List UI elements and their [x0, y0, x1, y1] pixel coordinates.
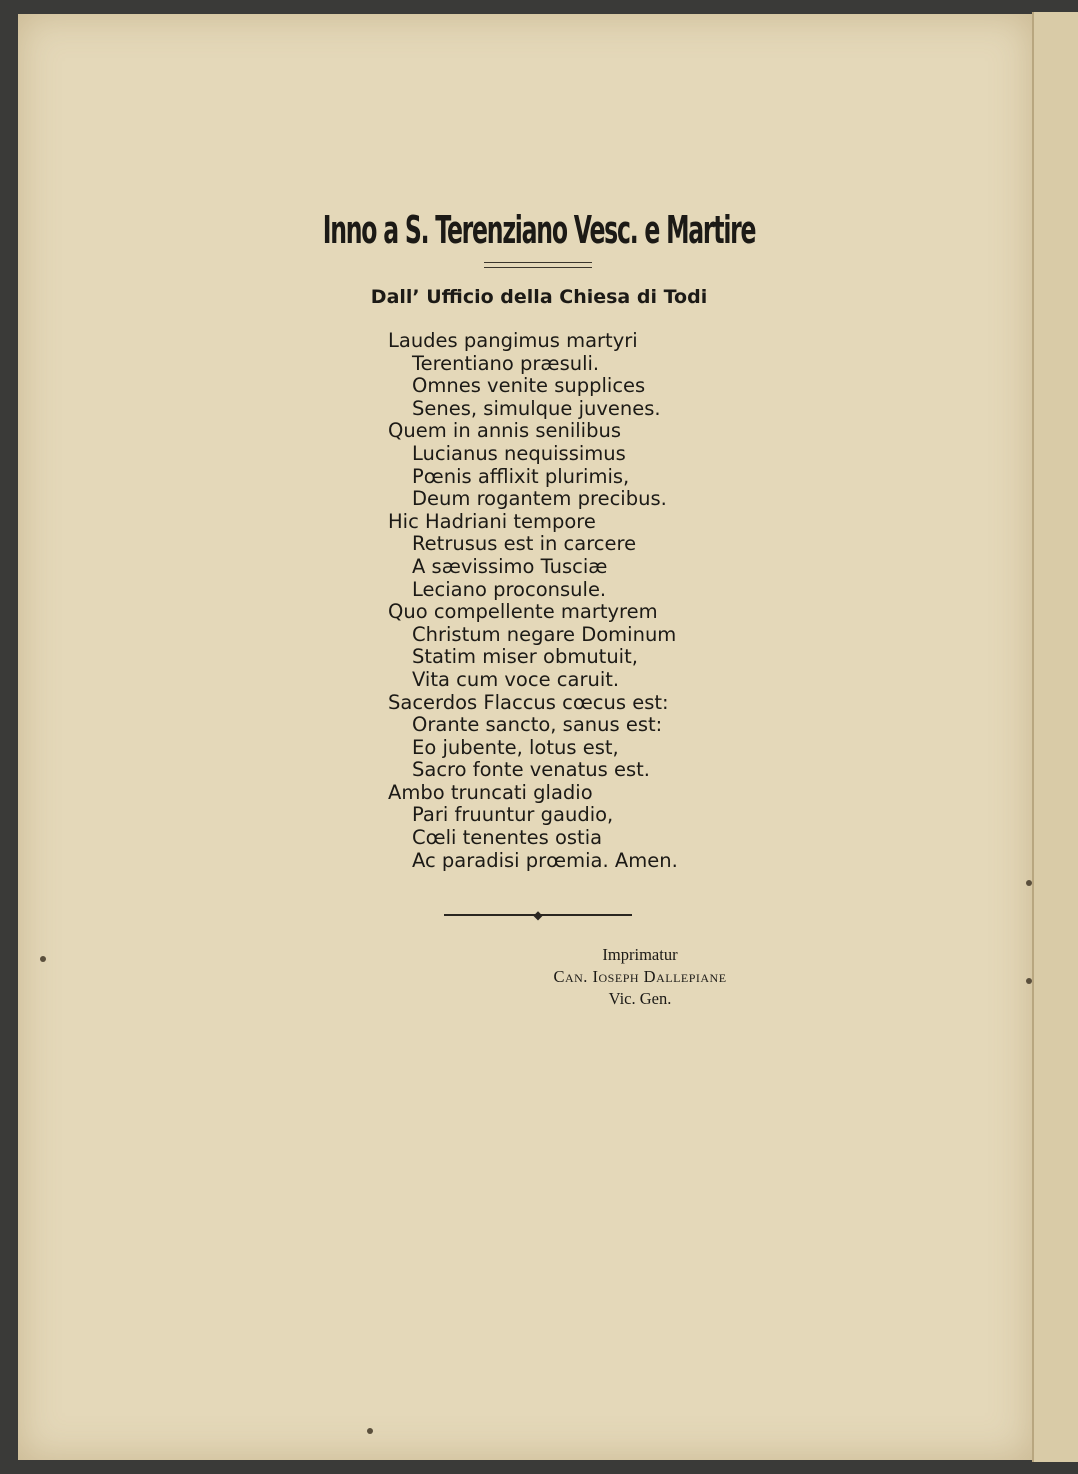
facing-page-edge: [1032, 12, 1078, 1462]
verse-line: A sævissimo Tusciæ: [412, 554, 608, 578]
verse-line: Laudes pangimus martyri: [388, 329, 638, 352]
paper-speck: [367, 1428, 373, 1434]
divider-ornament-icon: ◆: [533, 908, 543, 922]
verse-line: Terentiano præsuli.: [412, 351, 600, 375]
title-underline: [484, 262, 592, 268]
verse-line: Leciano proconsule.: [412, 577, 607, 601]
verse-line: Cœli tenentes ostia: [412, 826, 603, 850]
verse-line: Statim miser obmutuit,: [412, 645, 638, 669]
stanza: [388, 330, 828, 420]
page-title: Inno a S. Terenziano Vesc. e Martire: [322, 208, 756, 252]
verse-line: Quem in annis senilibus: [388, 419, 621, 443]
paper-speck: [40, 956, 46, 962]
verse-line: Lucianus nequissimus: [412, 441, 626, 465]
verse-line: Orante sancto, sanus est:: [412, 713, 663, 737]
subtitle-text: Dall’ Ufficio della Chiesa di Todi: [370, 286, 708, 308]
verse-line: Omnes venite supplices: [412, 374, 646, 398]
paper-speck: [1026, 978, 1032, 984]
imprimatur-name: Can. Ioseph Dallepiane: [553, 967, 727, 986]
stanza: [388, 782, 828, 872]
imprimatur-role: Vic. Gen.: [608, 989, 672, 1008]
verse-line: Ambo truncati gladio: [388, 780, 593, 804]
paper-speck: [1026, 880, 1032, 886]
verse-line: Christum negare Dominum: [412, 622, 677, 646]
verse-line: Retrusus est in carcere: [412, 532, 637, 556]
verse-line: Ac paradisi prœmia. Amen.: [412, 848, 678, 872]
verse-line: Senes, simulque juvenes.: [412, 396, 661, 420]
imprimatur-block: [520, 944, 760, 1010]
verse-line: Pari fruuntur gaudio,: [412, 803, 614, 827]
verse-line: Hic Hadriani tempore: [388, 509, 596, 533]
page-subtitle: [0, 286, 1078, 308]
stanza: [388, 692, 828, 782]
verse-line: Pœnis afflixit plurimis,: [412, 464, 630, 488]
stanza: [388, 420, 828, 510]
stanza: [388, 511, 828, 601]
verse-line: Quo compellente martyrem: [388, 600, 658, 624]
imprimatur-label: Imprimatur: [602, 945, 678, 964]
verse-line: Eo jubente, lotus est,: [412, 735, 619, 759]
verse-line: Vita cum voce caruit.: [412, 667, 620, 691]
hymn-text: [388, 330, 828, 872]
verse-line: Deum rogantem precibus.: [412, 487, 667, 511]
stanza: [388, 601, 828, 691]
verse-line: Sacerdos Flaccus cœcus est:: [388, 690, 669, 714]
verse-line: Sacro fonte venatus est.: [412, 758, 650, 782]
